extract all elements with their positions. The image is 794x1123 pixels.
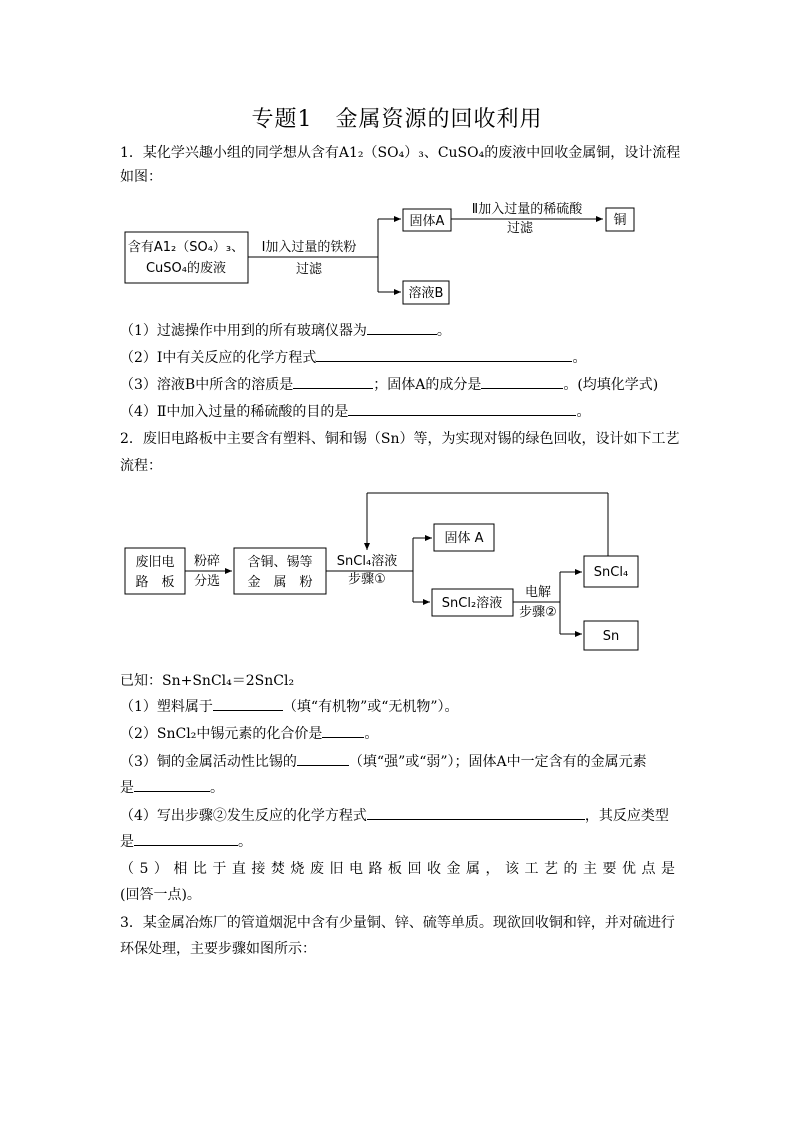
q1-sub3-text-b: ；固体A的成分是 [373,377,482,393]
q2-op1-bottom: 分选 [193,574,221,589]
q1-sub2-end: 。 [572,350,587,366]
q1-intro-line2: 如图： [120,169,162,185]
q1-sub4-text: （4）Ⅱ中加入过量的稀硫酸的目的是 [120,404,349,420]
q2-sub3-end: 。 [210,780,224,796]
q2-sub3-line2-text: 是 [120,780,134,796]
q2-box1-label1: 废旧电 [135,555,175,570]
q1-sub1-end: 。 [436,323,451,339]
q2-op2-bottom: 步骤① [348,572,386,587]
q2-sub4-blank-a[interactable] [367,805,585,820]
q2-intro-line1: 2．废旧电路板中主要含有塑料、铜和锡（Sn）等，为实现对锡的绿色回收，设计如下工艺 [120,431,680,447]
q2-sub4-text: （4）写出步骤②发生反应的化学方程式 [120,808,367,824]
page-title: 专题1 金属资源的回收利用 [251,107,543,132]
q1-sub3-text-a: （3）溶液B中所含的溶质是 [120,377,294,393]
q2-sub4-mid: ，其反应类型 [584,808,669,824]
q2-op3-top: 电解 [524,585,552,600]
q2-sub5-line2: (回答一点)。 [120,887,201,903]
q2-sncl4-label: SnCl₄ [593,565,629,580]
q3-intro-line1: 3．某金属冶炼厂的管道烟泥中含有少量铜、锌、硫等单质。现欲回收铜和锌，并对硫进行 [120,915,675,931]
q1-step2-bottom: 过滤 [506,221,534,236]
q2-sub3-blank-b[interactable] [134,777,210,792]
q2-sub3-blank-a[interactable] [297,751,349,766]
q2-known: 已知：Sn+SnCl₄＝2SnCl₂ [120,673,295,689]
q1-step1-top: Ⅰ加入过量的铁粉 [261,240,357,255]
q2-sub4-line2-text: 是 [120,834,134,850]
q1-solid-a-label: 固体A [409,214,445,229]
q1-solution-b-label: 溶液B [408,286,444,301]
q1-sub4-end: 。 [576,404,591,420]
q2-box1-label2: 路 板 [135,575,175,590]
q2-op2-top: SnCl₄溶液 [336,554,398,569]
q2-sn-label: Sn [602,629,620,644]
q2-sub3-text: （3）铜的金属活动性比锡的 [120,754,297,770]
q2-sub5-line1: （5）相比于直接焚烧废旧电路板回收金属，该工艺的主要优点是 [120,861,675,877]
q1-sub1-text: （1）过滤操作中用到的所有玻璃仪器为 [120,323,367,339]
q1-copper-label: 铜 [613,213,627,228]
q2-sub1-text: （1）塑料属于 [120,699,213,715]
q2-box2-label1: 含铜、锡等 [247,555,313,570]
q2-box2-label2: 金 属 粉 [247,575,313,590]
q2-op3-bottom: 步骤② [519,605,557,620]
q2-solid-a-label: 固体 A [444,531,484,546]
q2-sub4-blank-b[interactable] [134,831,238,846]
q2-op1-top: 粉碎 [193,554,221,569]
q1-intro-line1: 1．某化学兴趣小组的同学想从含有A1₂（SO₄）₃、CuSO₄的废液中回收金属铜，设计流程 [120,145,681,161]
q1-sub2-text: （2）I中有关反应的化学方程式 [120,350,317,366]
q2-sub1-blank[interactable] [213,696,283,711]
q2-sub3-line2 [120,777,224,799]
q2-sub4-line2 [120,831,252,853]
q2-sub1 [120,696,459,718]
q2-intro-line2: 流程： [120,458,162,474]
q1-step2-top: Ⅱ加入过量的稀硫酸 [471,202,583,217]
q2-sub2-text: （2）SnCl₂中锡元素的化合价是 [120,726,323,742]
q2-sub3-mid: （填“强”或“弱”）；固体A中一定含有的金属元素 [348,754,647,770]
q2-sub2-blank[interactable] [322,723,364,738]
q1-sub3-text-c: 。(均填化学式) [563,377,659,393]
q1-step1-bottom: 过滤 [295,262,323,277]
q2-sub2 [120,723,378,745]
q2-sncl2-label: SnCl₂溶液 [441,596,503,611]
q1-start-label2: CuSO₄的废液 [145,261,227,276]
q2-sub2-end: 。 [364,726,379,742]
q2-sub4-end: 。 [238,834,252,850]
q2-sub3 [120,751,647,773]
q1-start-label1: 含有A1₂（SO₄）₃、 [127,240,245,255]
q2-sub1-end: （填“有机物”或“无机物”）。 [282,699,459,715]
q3-intro-line2: 环保处理，主要步骤如图所示： [120,941,316,957]
q2-sub4 [120,805,669,827]
